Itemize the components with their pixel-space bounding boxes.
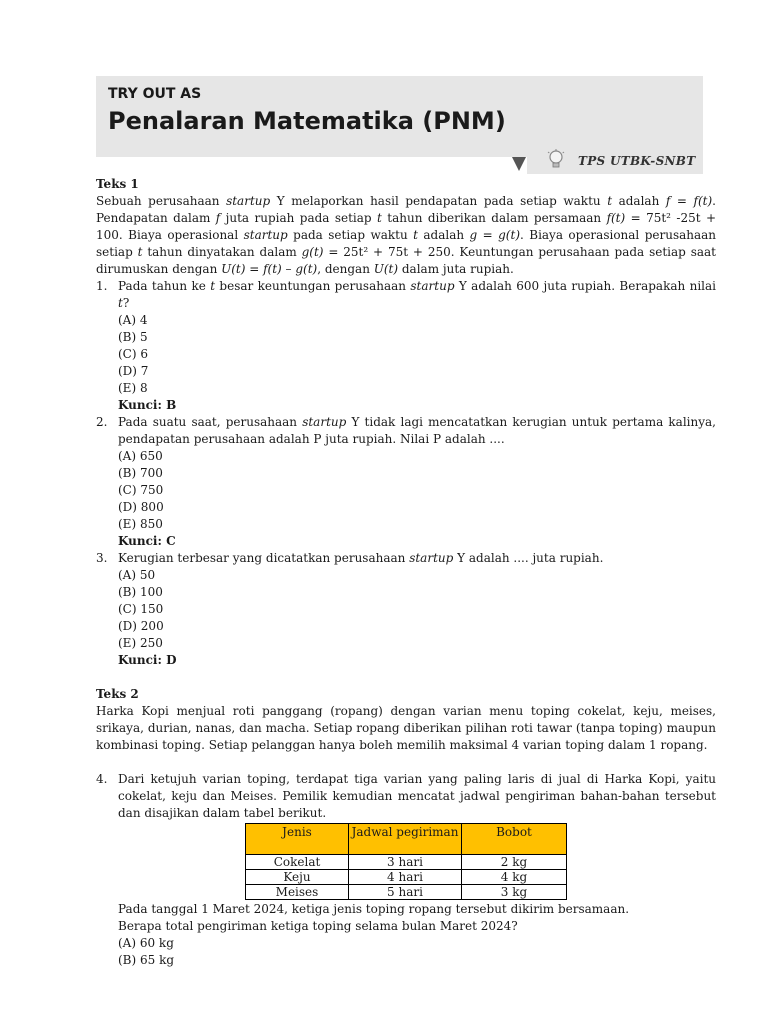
question-text: Dari ketujuh varian toping, terdapat tiga varian yang paling laris di jual di Harka Kopi, yaitu cokelat, keju dan Meises. Pemilik kemudian mencatat jadwal pengiriman bahan-bahan tersebut dan disajikan dalam tabel berikut. <box>118 772 716 820</box>
option: (B) 100 <box>118 585 163 599</box>
table-cell: 2 kg <box>462 855 567 870</box>
option: (E) 250 <box>118 636 163 650</box>
table-row <box>246 870 567 885</box>
teks2-paragraph: Harka Kopi menjual roti panggang (ropang) dengan varian menu toping cokelat, keju, meises, srikaya, durian, nanas, dan macha. Setiap ropang diberikan pilihan roti tawar (tanpa toping) maupun kombinasi toping. Setiap pelanggan hanya boleh memilih maksimal 4 varian toping dalam 1 ropang. <box>96 704 716 752</box>
table-cell: 4 kg <box>462 870 567 885</box>
option: (C) 150 <box>118 602 164 616</box>
header-band <box>96 76 703 157</box>
option: (D) 7 <box>118 364 149 378</box>
option: (D) 200 <box>118 619 164 633</box>
header-subtitle: TRY OUT AS <box>108 86 202 102</box>
question-number: 2. <box>96 415 108 429</box>
option: (B) 5 <box>118 330 148 344</box>
spacer <box>96 754 716 771</box>
q2-options <box>118 448 716 533</box>
page-title: Penalaran Matematika (PNM) <box>108 107 506 135</box>
shipping-table <box>245 823 567 900</box>
question-2 <box>96 414 716 448</box>
table-cell: 3 hari <box>349 855 462 870</box>
table-header-row <box>246 824 567 855</box>
table-row <box>246 885 567 900</box>
question-text: Pada suatu saat, perusahaan startup Y tidak lagi mencatatkan kerugian untuk pertama kalinya, pendapatan perusahaan adalah P juta rupiah. Nilai P adalah .... <box>118 415 716 446</box>
question-text: Berapa total pengiriman ketiga toping selama bulan Maret 2024? <box>118 919 518 933</box>
question-number: 4. <box>96 772 108 786</box>
option: (B) 700 <box>118 466 163 480</box>
option: (A) 50 <box>118 568 156 582</box>
option: (A) 4 <box>118 313 148 327</box>
triangle-marker-icon <box>512 157 526 171</box>
option: (E) 850 <box>118 517 163 531</box>
teks1-paragraph: Sebuah perusahaan startup Y melaporkan hasil pendapatan pada setiap waktu t adalah f = f(t). Pendapatan dalam f juta rupiah pada setiap t tahun diberikan dalam persamaan f(t) = 75t² -25t + 100. Biaya operasional startup pada setiap waktu t adalah g = g(t). Biaya operasional perusahaan setiap t tahun dinyatakan dalam g(t) = 25t² + 75t + 250. Keuntungan perusahaan pada setiap saat dirumuskan dengan U(t) = f(t) – g(t), dengan U(t) dalam juta rupiah. <box>96 194 717 276</box>
table-cell: Keju <box>246 870 349 885</box>
option: (A) 650 <box>118 449 163 463</box>
table-row <box>246 855 567 870</box>
option: (C) 750 <box>118 483 164 497</box>
question-text: Pada tahun ke t besar keuntungan perusahaan startup Y adalah 600 juta rupiah. Berapakah nilai t? <box>118 279 716 310</box>
table-cell: Cokelat <box>246 855 349 870</box>
table-cell: Meises <box>246 885 349 900</box>
lightbulb-icon <box>545 148 567 170</box>
option: (E) 8 <box>118 381 148 395</box>
q3-options <box>118 567 716 652</box>
spacer <box>96 669 716 686</box>
question-3 <box>96 550 716 567</box>
answer-key: Kunci: D <box>118 653 177 667</box>
column-header: Jadwal pegiriman <box>349 824 462 855</box>
table-cell: 5 hari <box>349 885 462 900</box>
q1-options <box>118 312 716 397</box>
table-cell: 4 hari <box>349 870 462 885</box>
option: (B) 65 kg <box>118 953 175 967</box>
option: (A) 60 kg <box>118 936 174 950</box>
column-header: Jenis <box>246 824 349 855</box>
question-number: 3. <box>96 551 108 565</box>
question-text: Kerugian terbesar yang dicatatkan perusahaan startup Y adalah .... juta rupiah. <box>118 551 604 565</box>
question-text: Pada tanggal 1 Maret 2024, ketiga jenis toping ropang tersebut dikirim bersamaan. <box>118 902 630 916</box>
question-4 <box>96 771 716 822</box>
table-cell: 3 kg <box>462 885 567 900</box>
option: (D) 800 <box>118 500 164 514</box>
teks2-heading: Teks 2 <box>96 687 139 701</box>
answer-key: Kunci: C <box>118 534 176 548</box>
q4-followup <box>118 901 716 969</box>
question-1 <box>96 278 716 312</box>
tab-label: TPS UTBK-SNBT <box>578 154 696 168</box>
column-header: Bobot <box>462 824 567 855</box>
answer-key: Kunci: B <box>118 398 177 412</box>
document-body <box>96 176 716 969</box>
question-number: 1. <box>96 279 108 293</box>
option: (C) 6 <box>118 347 148 361</box>
teks1-heading: Teks 1 <box>96 177 139 191</box>
